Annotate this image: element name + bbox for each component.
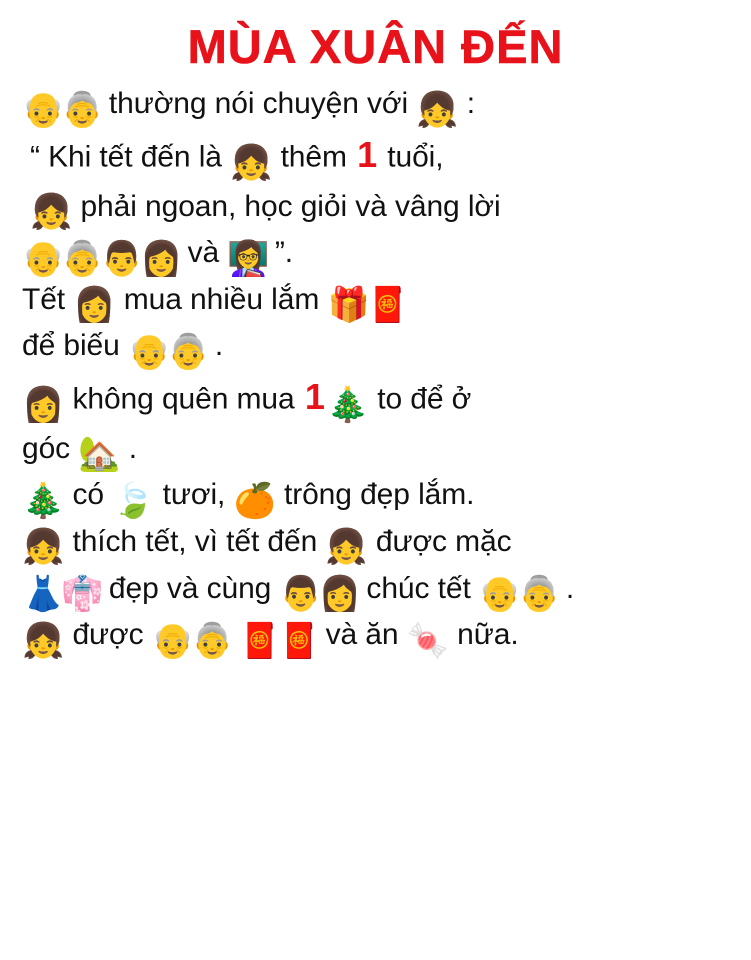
candy-sweets-emoji: 🍬 [406,620,449,661]
text-span: “ Khi tết đến là [30,140,231,174]
text-span: tuổi, [379,140,444,174]
banh-chung-gift-emoji: 🎁🧧 [327,285,407,326]
text-span: để biếu [22,329,128,363]
text-span: nữa. [448,618,519,652]
girl-emoji: 👧 [230,142,273,183]
text-span: thêm [272,140,356,174]
text-span: và ăn [317,618,407,652]
grandparents-couple-emoji: 👴👵 [127,331,207,372]
text-span: . [557,571,575,605]
text-span: thích tết, vì tết đến [64,524,326,558]
girl-emoji: 👧 [22,527,65,568]
text-span: Tết [22,282,74,316]
text-span: . [120,431,138,465]
grandparents-couple-emoji: 👴👵 [22,89,101,130]
text-span: góc [22,431,79,465]
mother-emoji: 👩 [22,384,65,425]
text-span: được mặc [367,524,512,558]
text-span: được [64,618,152,652]
lucky-red-envelope-emoji: 🧧🧧 [238,620,318,661]
accent-number: 1 [357,133,378,175]
text-line [22,230,729,279]
text-line [22,128,729,183]
text-span [230,618,238,651]
leaf-emoji: 🍃 [112,480,155,521]
girl-emoji: 👧 [325,527,368,568]
text-line [22,519,729,568]
text-line [22,323,729,372]
house-emoji: 🏡 [78,434,121,475]
text-line [22,277,729,326]
text-span: trông đẹp lắm. [275,478,475,512]
dresses-emoji: 👗👘 [22,574,101,614]
accent-number: 1 [304,376,325,418]
text-span: phải ngoan, học giỏi và vâng lời [72,189,501,223]
family-group-emoji: 👴👵👨👩 [22,238,180,279]
text-span: có [64,478,113,512]
peach-blossom-tree-emoji: 🎄 [326,384,369,425]
text-span: : [458,87,476,121]
page-title: MÙA XUÂN ĐẾN [187,20,564,73]
tangerines-emoji: 🍊 [233,480,276,521]
text-span: tươi, [154,478,234,512]
girl-emoji: 👧 [416,89,459,130]
peach-blossom-tree-emoji: 🎄 [22,480,65,521]
grandparents-couple-emoji: 👴👵 [478,574,558,614]
girl-emoji: 👧 [22,620,65,661]
text-span: chúc tết [358,571,479,605]
text-span: thường nói chuyện với [100,87,417,121]
teacher-chalkboard-emoji: 👩‍🏫 [227,238,267,279]
girl-emoji: 👧 [30,192,73,233]
story-body [22,81,729,661]
text-span: mua nhiều lắm [115,282,328,316]
parents-emoji: 👨👩 [279,574,359,614]
text-line [22,566,729,612]
text-line [22,472,729,521]
text-span: không quên mua [64,382,303,416]
text-span: đẹp và cùng [100,571,280,605]
grandparents-couple-emoji: 👴👵 [151,620,231,661]
text-span: ”. [266,236,294,270]
text-span: và [179,236,228,270]
text-span: to để ở [368,382,472,416]
text-span: . [206,329,224,363]
text-line [22,184,729,233]
text-line [22,81,729,130]
text-line [22,612,729,661]
mother-emoji: 👩 [73,285,116,326]
text-line [22,370,729,425]
text-line [22,426,729,475]
